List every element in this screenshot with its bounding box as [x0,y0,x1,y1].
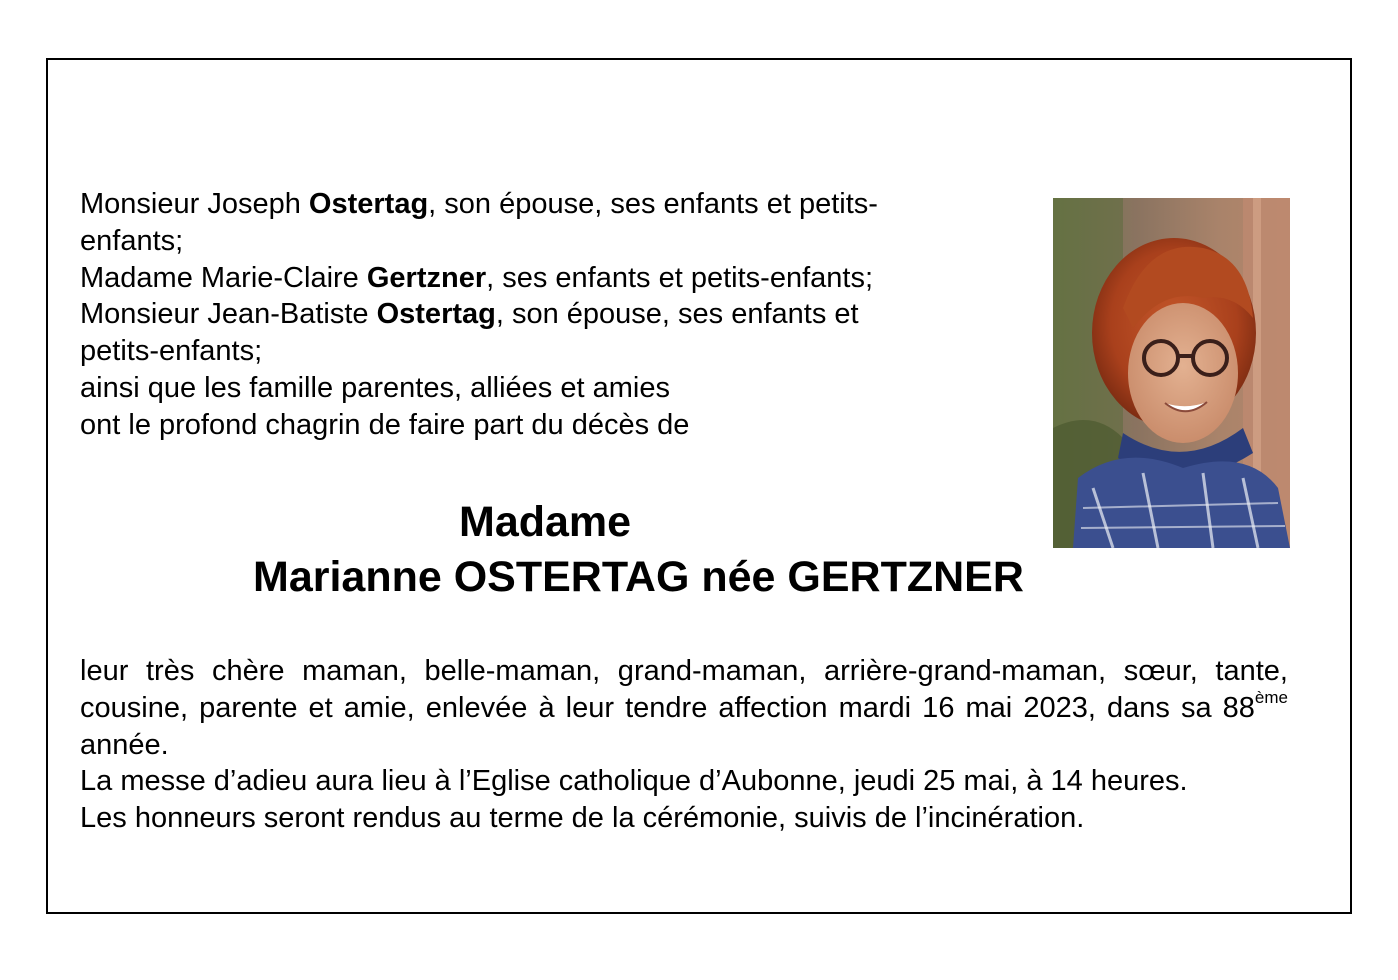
intro-line-2 [80,260,1000,297]
announcing-family-list [80,186,1000,444]
intro-line-3b: petits-enfants; [80,335,263,368]
body-paragraph-1 [80,653,1288,763]
intro-line-1-surname: Ostertag [308,188,429,220]
intro-line-2-prefix: Madame Marie-Claire [80,261,367,294]
ordinal-superscript: ème [1254,687,1288,707]
intro-line-3 [80,296,1000,333]
intro-line-3-surname: Ostertag [376,298,496,331]
deceased-title: Madame [459,498,632,546]
intro-line-1-suffix: , son épouse, ses enfants et petits- [428,188,878,220]
intro-line-3-suffix: , son épouse, ses enfants et [495,298,859,331]
intro-line-5: ont le profond chagrin de faire part du décès de [80,408,690,441]
body-paragraph-3: Les honneurs seront rendus au terme de la cérémonie, suivis de l’incinération. [80,802,1085,835]
body-paragraph-1-end: année. [80,728,169,761]
deceased-full-name: Marianne OSTERTAG née GERTZNER [253,553,1024,601]
intro-line-1-prefix: Monsieur Joseph [80,188,309,220]
obituary-body [80,653,1288,837]
deceased-portrait-photo [1053,198,1290,548]
intro-line-2-suffix: , ses enfants et petits-enfants; [486,261,874,294]
intro-line-1 [80,186,1000,223]
intro-line-2-surname: Gertzner [366,261,487,294]
intro-line-4: ainsi que les famille parentes, alliées et amies [80,371,670,404]
body-paragraph-1-text: leur très chère maman, belle-maman, grand-maman, arrière-grand-maman, sœur, tante, cousine, parente et amie, enlevée à leur tendre affection mardi 16 mai 2023, dans sa 88 [80,655,1288,724]
body-paragraph-2: La messe d’adieu aura lieu à l’Eglise catholique d’Aubonne, jeudi 25 mai, à 14 heures. [80,765,1188,798]
intro-line-3-prefix: Monsieur Jean-Batiste [80,298,377,331]
intro-line-1b: enfants; [80,224,184,257]
